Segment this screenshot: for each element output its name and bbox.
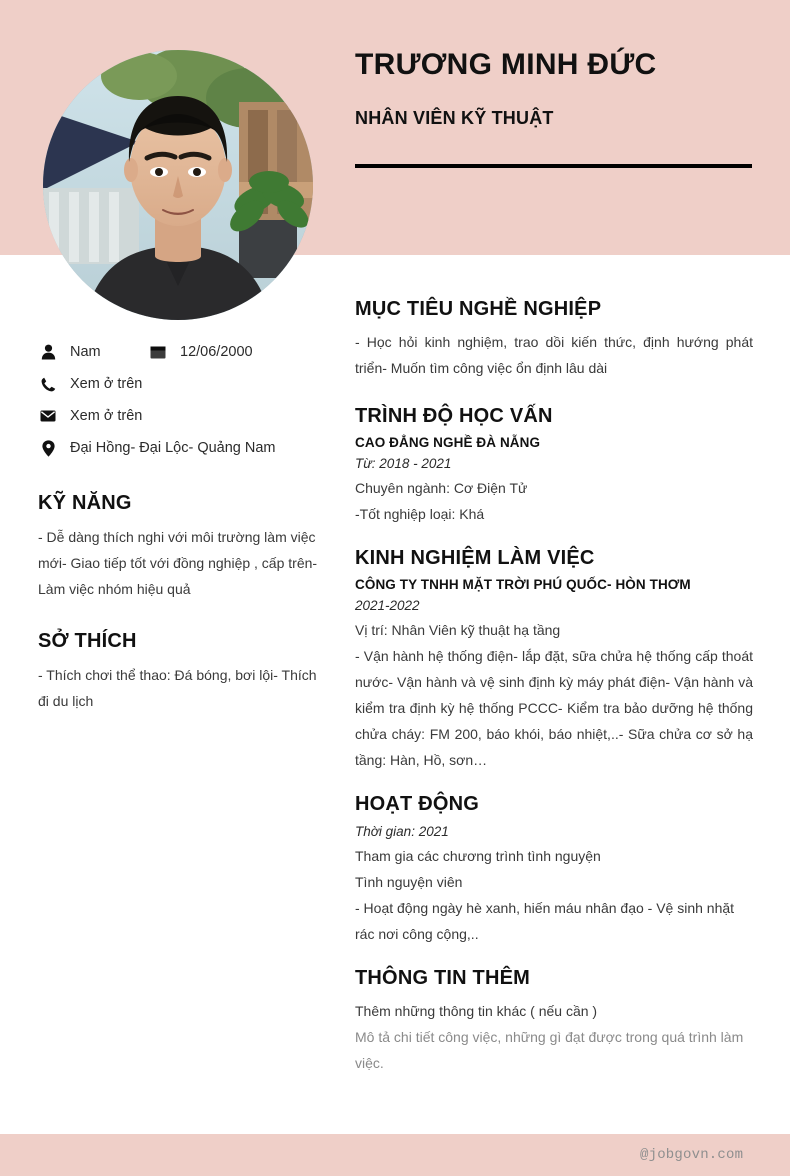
education-school: CAO ĐẲNG NGHỀ ĐÀ NẴNG (355, 435, 541, 450)
section-experience (355, 547, 753, 773)
section-education (355, 405, 753, 527)
activities-body: - Hoạt động ngày hè xanh, hiến máu nhân đạo - Vệ sinh nhặt rác nơi công cộng,.. (355, 900, 735, 942)
activities-period: Thời gian: 2021 (355, 824, 449, 839)
left-column (38, 336, 328, 714)
contact-email-text: Xem ở trên (70, 408, 143, 424)
education-result: -Tốt nghiệp loại: Khá (355, 506, 485, 522)
section-heading-objective: MỤC TIÊU NGHỀ NGHIỆP (355, 298, 602, 320)
contact-row (38, 368, 328, 400)
contact-item-email (38, 406, 142, 426)
contact-list (38, 336, 328, 464)
contact-row (38, 336, 328, 368)
section-heading-education: TRÌNH ĐỘ HỌC VẤN (355, 405, 553, 427)
section-heading-hobbies: SỞ THÍCH (38, 630, 137, 652)
section-heading-experience: KINH NGHIỆM LÀM VIỆC (355, 547, 595, 569)
right-column (355, 298, 753, 1076)
contact-gender-text: Nam (70, 344, 101, 360)
contact-item-address (38, 438, 276, 458)
skills-body: - Dễ dàng thích nghi với môi trường làm việc mới- Giao tiếp tốt với đồng nghiệp , cấp trên- Làm việc nhóm hiệu quả (38, 529, 318, 597)
header-divider (355, 164, 752, 168)
experience-duties: - Vận hành hệ thống điện- lắp đặt, sữa chửa hệ thống cấp thoát nước- Vận hành và vệ sinh định kỳ máy phát điện- Vận hành và kiểm tra định kỳ hệ thống PCCC- Kiểm tra bảo dưỡng hệ thống chửa cháy: FM 200, báo khói, báo nhiệt,..- Sữa chửa cơ sở hạ tầng: Hàn, Hồ, sơn… (355, 648, 753, 768)
education-period: Từ: 2018 - 2021 (355, 456, 452, 471)
candidate-name: TRƯƠNG MINH ĐỨC (355, 48, 657, 81)
experience-position: Vị trí: Nhân Viên kỹ thuật hạ tầng (355, 622, 561, 638)
contact-phone-text: Xem ở trên (70, 376, 143, 392)
experience-company: CÔNG TY TNHH MẶT TRỜI PHÚ QUỐC- HÒN THƠM (355, 577, 691, 592)
envelope-icon (38, 406, 58, 426)
section-activities (355, 793, 753, 947)
candidate-job-title: NHÂN VIÊN KỸ THUẬT (355, 108, 554, 128)
phone-icon (38, 374, 58, 394)
activities-line-2: Tình nguyện viên (355, 874, 463, 890)
section-objective (355, 298, 753, 381)
calendar-icon (148, 342, 168, 362)
contact-item-phone (38, 374, 142, 394)
experience-period: 2021-2022 (355, 598, 420, 613)
hobbies-body: - Thích chơi thể thao: Đá bóng, bơi lội- Thích đi du lịch (38, 667, 317, 709)
site-watermark: @jobgovn.com (640, 1147, 744, 1163)
objective-body: - Học hỏi kinh nghiệm, trao dồi kiến thức, định hướng phát triển- Muốn tìm công việc ổn định lâu dài (355, 334, 753, 376)
contact-birthdate-text: 12/06/2000 (180, 344, 253, 360)
education-major: Chuyên ngành: Cơ Điện Tử (355, 480, 528, 496)
extra-info-placeholder: Mô tả chi tiết công việc, những gì đạt được trong quá trình làm việc. (355, 1029, 744, 1071)
section-heading-activities: HOẠT ĐỘNG (355, 793, 480, 815)
extra-info-line-1: Thêm những thông tin khác ( nếu cần ) (355, 1003, 598, 1019)
contact-row (38, 432, 328, 464)
person-icon (38, 342, 58, 362)
section-heading-extra-info: THÔNG TIN THÊM (355, 967, 531, 989)
profile-photo (43, 50, 313, 320)
activities-line-1: Tham gia các chương trình tình nguyện (355, 848, 601, 864)
contact-item-birthdate (148, 342, 253, 362)
section-heading-skills: KỸ NĂNG (38, 492, 132, 514)
contact-row (38, 400, 328, 432)
section-extra-info (355, 967, 753, 1076)
header-block (355, 48, 755, 168)
contact-item-gender (38, 342, 148, 362)
location-pin-icon (38, 438, 58, 458)
contact-address-text: Đại Hồng- Đại Lộc- Quảng Nam (70, 440, 276, 456)
